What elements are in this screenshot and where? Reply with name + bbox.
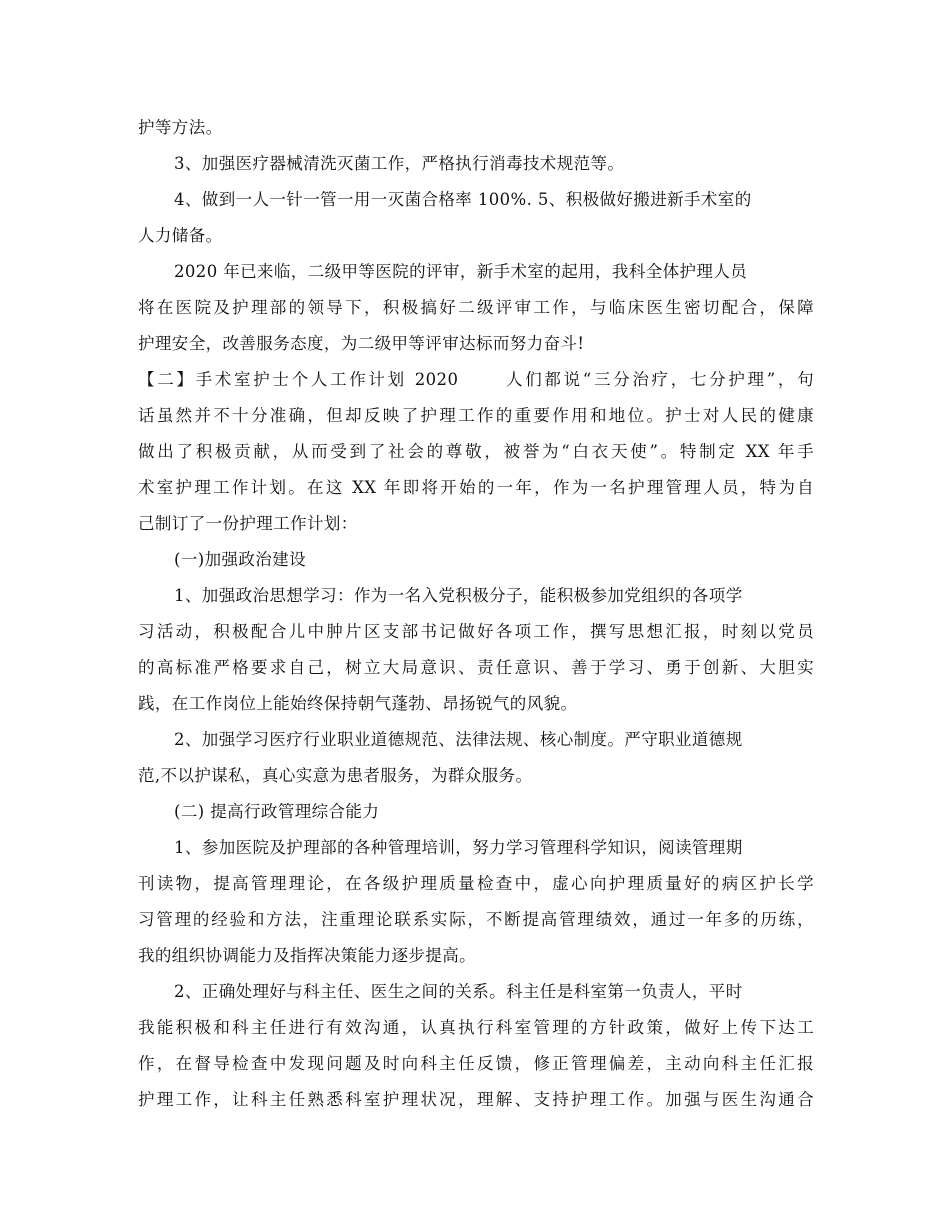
text-line: 习活动，积极配合儿中肿片区支部书记做好各项工作，撰写思想汇报，时刻以党员 bbox=[138, 622, 814, 641]
text-line: 护等方法。 bbox=[138, 118, 223, 137]
text-line: 2、加强学习医疗行业职业道德规范、法律法规、核心制度。严守职业道德规 bbox=[174, 730, 743, 749]
text-line: 4、做到一人一针一管一用一灭菌合格率 100%. 5、积极做好搬进新手术室的 bbox=[174, 190, 752, 209]
text-line: 的高标准严格要求自己，树立大局意识、责任意识、善于学习、勇于创新、大胆实 bbox=[138, 658, 814, 677]
text-line: 1、参加医院及护理部的各种管理培训，努力学习管理科学知识，阅读管理期 bbox=[174, 838, 743, 857]
text-line: 术室护理工作计划。在这 XX 年即将开始的一年，作为一名护理管理人员，特为自 bbox=[138, 478, 814, 497]
text-line: 护理工作，让科主任熟悉科室护理状况，理解、支持护理工作。加强与医生沟通合 bbox=[138, 1090, 814, 1109]
text-line: 2、正确处理好与科主任、医生之间的关系。科主任是科室第一负责人，平时 bbox=[174, 982, 743, 1001]
text-line: 己制订了一份护理工作计划： bbox=[138, 514, 358, 533]
text-line: 人力储备。 bbox=[138, 226, 223, 245]
text-line: 我能积极和科主任进行有效沟通，认真执行科室管理的方针政策，做好上传下达工 bbox=[138, 1018, 814, 1037]
text-line: 2020 年已来临，二级甲等医院的评审，新手术室的起用，我科全体护理人员 bbox=[174, 262, 748, 281]
text-line: 做出了积极贡献，从而受到了社会的尊敬，被誉为“白衣天使”。特制定 XX 年手 bbox=[138, 442, 814, 461]
text-line: 将在医院及护理部的领导下，积极搞好二级评审工作，与临床医生密切配合，保障 bbox=[138, 298, 814, 317]
section-heading-line: 【二】手术室护士个人工作计划 2020 人们都说“三分治疗，七分护理”，句 bbox=[138, 370, 814, 389]
text-line: 刊读物，提高管理理论，在各级护理质量检查中，虚心向护理质量好的病区护长学 bbox=[138, 874, 814, 893]
text-line: 作，在督导检查中发现问题及时向科主任反馈，修正管理偏差，主动向科主任汇报 bbox=[138, 1054, 814, 1073]
subheading-line: (二) 提高行政管理综合能力 bbox=[174, 802, 380, 821]
text-line: 我的组织协调能力及指挥决策能力逐步提高。 bbox=[138, 946, 476, 965]
text-line: 话虽然并不十分准确，但却反映了护理工作的重要作用和地位。护士对人民的健康 bbox=[138, 406, 814, 425]
text-line: 1、加强政治思想学习：作为一名入党积极分子，能积极参加党组织的各项学 bbox=[174, 586, 743, 605]
text-line: 践，在工作岗位上能始终保持朝气蓬勃、昂扬锐气的风貌。 bbox=[138, 694, 578, 713]
text-line: 范,不以护谋私，真心实意为患者服务，为群众服务。 bbox=[138, 766, 533, 785]
text-line: 3、加强医疗器械清洗灭菌工作，严格执行消毒技术规范等。 bbox=[174, 154, 625, 173]
subheading-line: (一)加强政治建设 bbox=[174, 550, 306, 569]
text-line: 习管理的经验和方法，注重理论联系实际，不断提高管理绩效，通过一年多的历练， bbox=[138, 910, 814, 929]
text-line: 护理安全，改善服务态度，为二级甲等评审达标而努力奋斗! bbox=[138, 334, 585, 353]
